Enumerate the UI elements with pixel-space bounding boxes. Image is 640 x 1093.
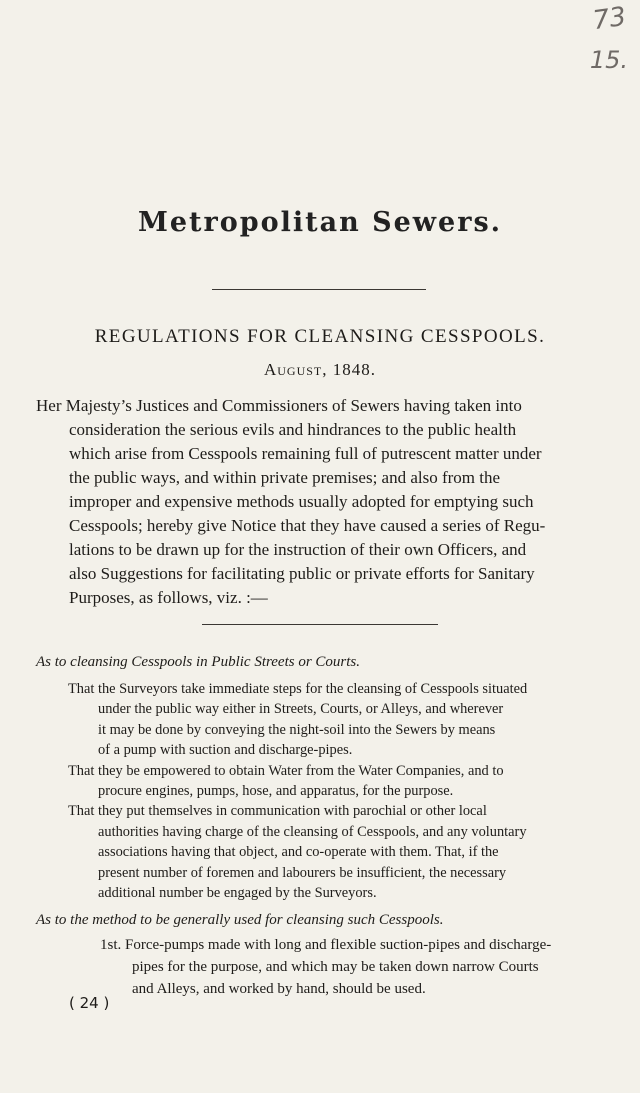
section1-line: That they put themselves in communication with parochial or other local bbox=[68, 803, 487, 820]
date-line: August, 1848. bbox=[263, 360, 377, 379]
section1-line: associations having that object, and co-operate with them. That, if the bbox=[98, 844, 499, 861]
section2-body bbox=[100, 934, 620, 1000]
section2-line: pipes for the purpose, and which may be taken down narrow Courts bbox=[132, 959, 539, 975]
section2-line: and Alleys, and worked by hand, should be used. bbox=[132, 981, 426, 997]
intro-line: Purposes, as follows, viz. :— bbox=[69, 588, 268, 607]
intro-line: Her Majesty’s Justices and Commissioners of Sewers having taken into bbox=[36, 396, 522, 415]
intro-line: also Suggestions for facilitating public or private efforts for Sanitary bbox=[69, 564, 535, 583]
intro-line: which arise from Cesspools remaining full of putrescent matter under bbox=[69, 444, 542, 463]
section1-body bbox=[68, 679, 613, 903]
intro-line: the public ways, and within private premises; and also from the bbox=[69, 468, 501, 487]
page-title: Metropolitan Sewers. bbox=[137, 207, 503, 238]
section1-line: under the public way either in Streets, Courts, or Alleys, and wherever bbox=[98, 701, 504, 718]
section1-line: additional number be engaged by the Surveyors. bbox=[98, 885, 377, 902]
intro-line: consideration the serious evils and hindrances to the public health bbox=[69, 420, 517, 439]
title-divider bbox=[212, 289, 426, 290]
section-divider bbox=[202, 624, 438, 625]
pencil-annotation-top: 73 bbox=[590, 1, 628, 37]
intro-line: improper and expensive methods usually adopted for emptying such bbox=[69, 492, 534, 511]
pencil-annotation-second: 15. bbox=[589, 46, 628, 74]
intro-line: lations to be drawn up for the instruction of their own Officers, and bbox=[69, 540, 527, 559]
regulations-heading: REGULATIONS FOR CLEANSING CESSPOOLS. bbox=[94, 326, 546, 347]
page-number: ( 24 ) bbox=[69, 994, 110, 1012]
section2-line: 1st. Force-pumps made with long and flexible suction-pipes and discharge- bbox=[100, 937, 552, 953]
section1-line: present number of foremen and labourers be insufficient, the necessary bbox=[98, 864, 507, 881]
section1-line: it may be done by conveying the night-soil into the Sewers by means bbox=[98, 721, 496, 738]
section1-line: of a pump with suction and discharge-pipes. bbox=[98, 742, 353, 759]
intro-paragraph bbox=[36, 394, 626, 610]
section1-line: authorities having charge of the cleansing of Cesspools, and any voluntary bbox=[98, 823, 527, 840]
section1-line: That they be empowered to obtain Water from the Water Companies, and to bbox=[68, 762, 504, 779]
section1-line: That the Surveyors take immediate steps for the cleansing of Cesspools situated bbox=[68, 681, 528, 697]
intro-line: Cesspools; hereby give Notice that they have caused a series of Regu- bbox=[69, 516, 546, 535]
section-heading-public-streets: As to cleansing Cesspools in Public Streets or Courts. bbox=[36, 654, 361, 670]
section1-line: procure engines, pumps, hose, and apparatus, for the purpose. bbox=[98, 783, 454, 800]
section-heading-method: As to the method to be generally used for cleansing such Cesspools. bbox=[36, 912, 444, 928]
